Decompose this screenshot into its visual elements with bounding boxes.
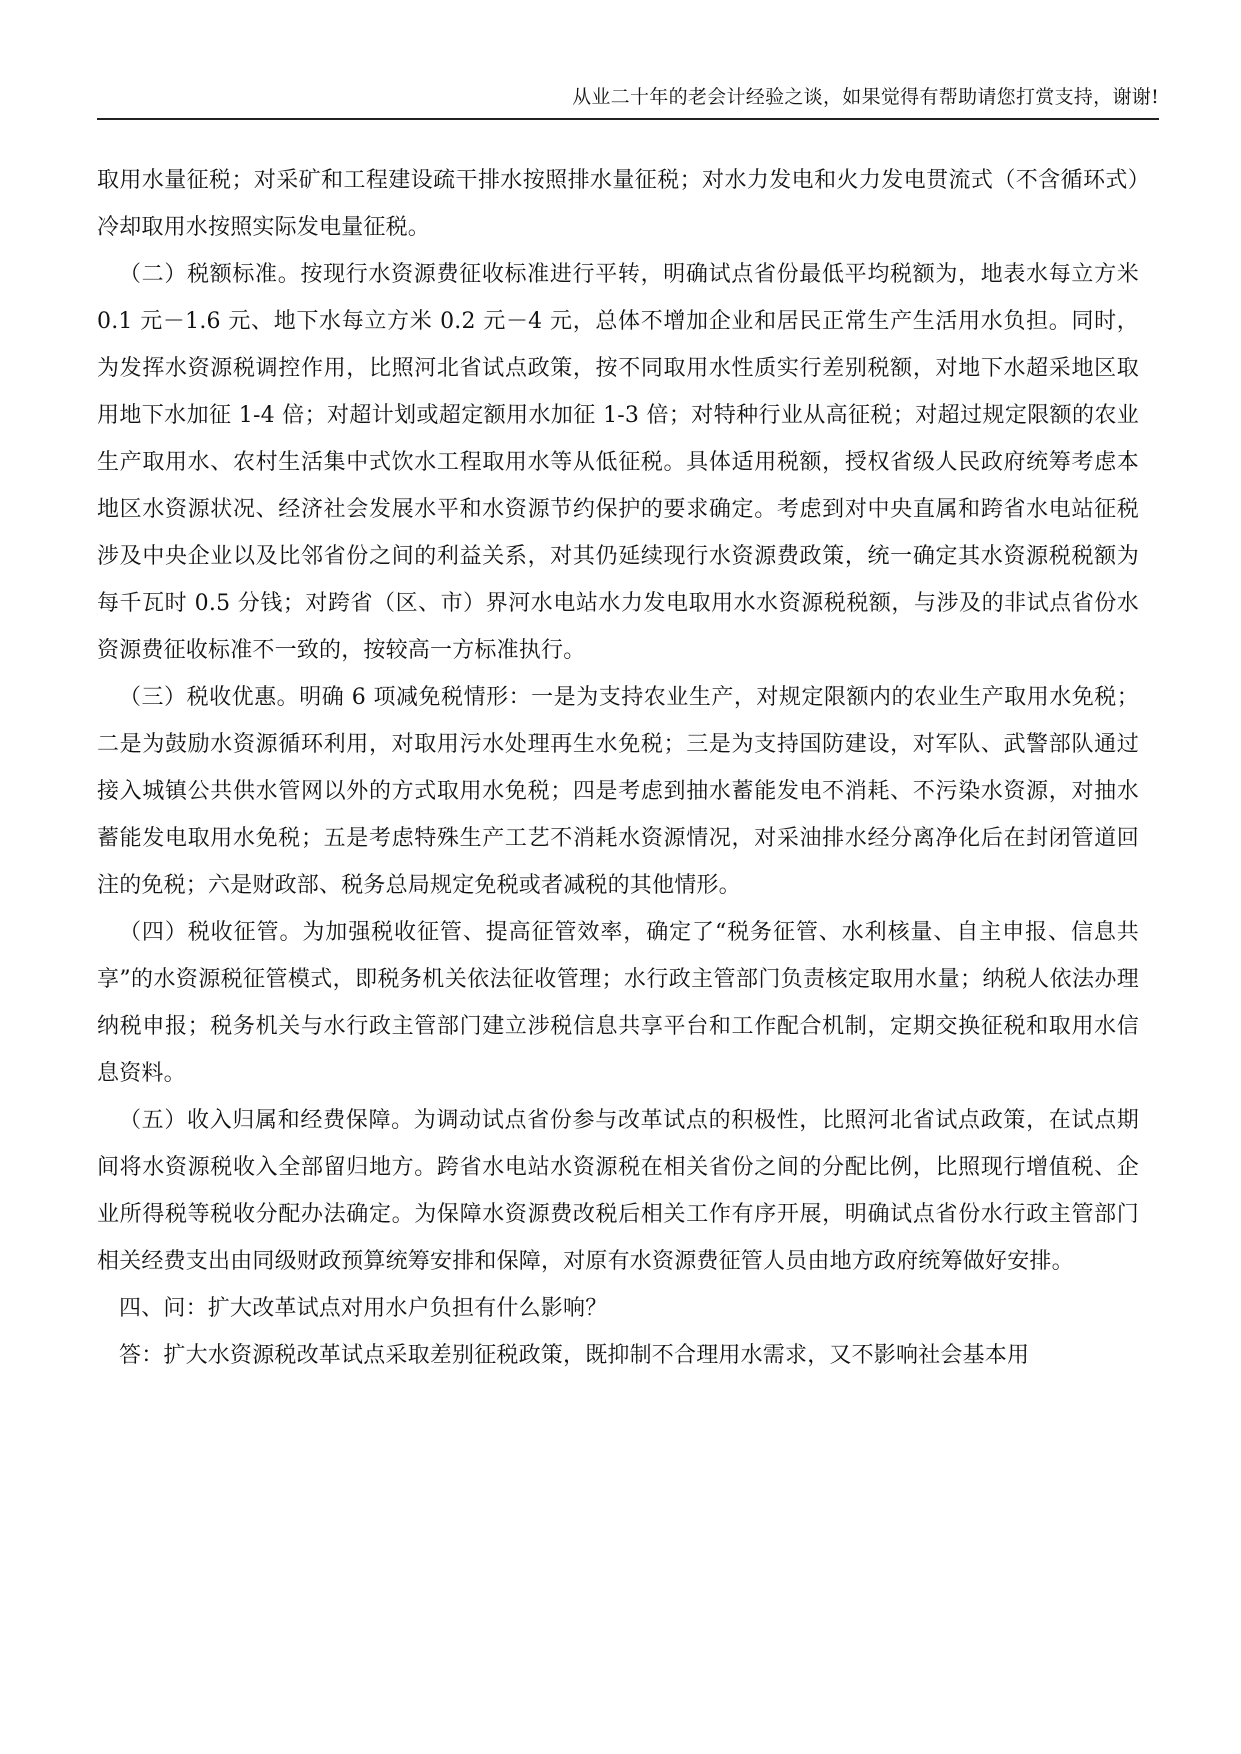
paragraph-tax-incentives: （三）税收优惠。明确 6 项减免税情形：一是为支持农业生产，对规定限额内的农业生产取用水免税；二是为鼓励水资源循环利用，对取用污水处理再生水免税；三是为支持国防建设，对军队、武警部队通过接入城镇公共供水管网以外的方式取用水免税；四是考虑到抽水蓄能发电不消耗、不污染水资源，对抽水蓄能发电取用水免税；五是考虑特殊生产工艺不消耗水资源情况，对采油排水经分离净化后在封闭管道回注的免税；六是财政部、税务总局规定免税或者减税的其他情形。 [97,685,1139,898]
page-header: 从业二十年的老会计经验之谈，如果觉得有帮助请您打赏支持，谢谢! [572,86,1159,108]
paragraph-continuation: 取用水量征税；对采矿和工程建设疏干排水按照排水量征税；对水力发电和火力发电贯流式（不含循环式）冷却取用水按照实际发电量征税。 [97,168,1139,240]
header-divider [97,118,1159,120]
paragraph-revenue-attribution: （五）收入归属和经费保障。为调动试点省份参与改革试点的积极性，比照河北省试点政策，在试点期间将水资源税收入全部留归地方。跨省水电站水资源税在相关省份之间的分配比例，比照现行增值税、企业所得税等税收分配办法确定。为保障水资源费改税后相关工作有序开展，明确试点省份水行政主管部门相关经费支出由同级财政预算统筹安排和保障，对原有水资源费征管人员由地方政府统筹做好安排。 [97,1108,1139,1274]
paragraph-tax-rate-standard: （二）税额标准。按现行水资源费征收标准进行平转，明确试点省份最低平均税额为，地表水每立方米 0.1 元－1.6 元、地下水每立方米 0.2 元－4 元，总体不增加企业和居民正常生产生活用水负担。同时，为发挥水资源税调控作用，比照河北省试点政策，按不同取用水性质实行差别税额，对地下水超采地区取用地下水加征 1-4 倍；对超计划或超定额用水加征 1-3 倍；对特种行业从高征税；对超过规定限额的农业生产取用水、农村生活集中式饮水工程取用水等从低征税。具体适用税额，授权省级人民政府统筹考虑本地区水资源状况、经济社会发展水平和水资源节约保护的要求确定。考虑到对中央直属和跨省水电站征税涉及中央企业以及比邻省份之间的利益关系，对其仍延续现行水资源费政策，统一确定其水资源税税额为每千瓦时 0.5 分钱；对跨省（区、市）界河水电站水力发电取用水水资源税税额，与涉及的非试点省份水资源费征收标准不一致的，按较高一方标准执行。 [97,262,1139,663]
document-body [97,157,1139,1379]
paragraph-answer-four: 答：扩大水资源税改革试点采取差别征税政策，既抑制不合理用水需求，又不影响社会基本用 [119,1343,1030,1368]
paragraph-tax-administration: （四）税收征管。为加强税收征管、提高征管效率，确定了“税务征管、水利核量、自主申报、信息共享”的水资源税征管模式，即税务机关依法征收管理；水行政主管部门负责核定取用水量；纳税人依法办理纳税申报；税务机关与水行政主管部门建立涉税信息共享平台和工作配合机制，定期交换征税和取用水信息资料。 [97,920,1139,1086]
paragraph-question-four: 四、问：扩大改革试点对用水户负担有什么影响？ [119,1296,608,1321]
